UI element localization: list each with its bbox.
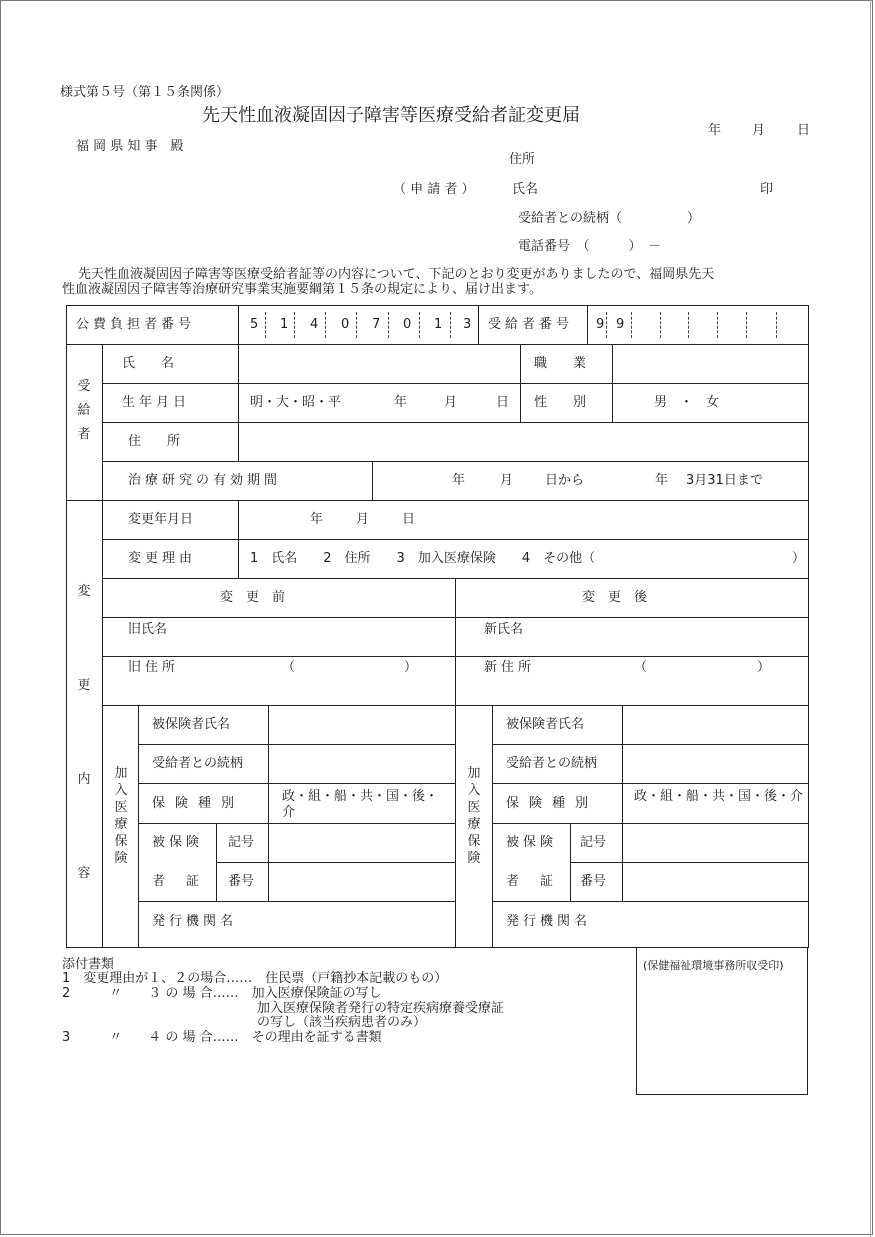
form-title: 先天性血液凝固因子障害等医療受給者証変更届 <box>202 105 580 126</box>
date-day: 日 <box>797 123 811 138</box>
recipient-digit: 9 <box>596 317 605 332</box>
attachment-item: の写し（該当疾病患者のみ） <box>62 1015 427 1030</box>
validity-from: 日から <box>545 473 585 488</box>
number-label: 番号 <box>580 874 607 889</box>
page-edge <box>870 0 875 1237</box>
attachment-item: 2 〃 ３ の 場 合…… 加入医療保険証の写し <box>62 986 382 1001</box>
old-address-paren-open: （ <box>282 660 296 675</box>
applicant-relation-label: 受給者との続柄（ ） <box>518 211 701 226</box>
change-reasons-close: ） <box>792 551 806 566</box>
change-date-year: 年 <box>310 512 324 527</box>
attachment-item: 3 〃 ４ の 場 合…… その理由を証する書類 <box>62 1030 382 1045</box>
new-name-label: 新氏名 <box>484 622 524 637</box>
issuer-label: 発行機関名 <box>506 914 592 929</box>
symbol-label: 記号 <box>228 835 255 850</box>
era-options: 明・大・昭・平 <box>250 395 342 410</box>
address-label: 住 所 <box>128 434 181 449</box>
validity-month: 月 <box>500 473 514 488</box>
occupation-label: 職 業 <box>534 356 587 371</box>
issuer-label: 発行機関名 <box>152 914 238 929</box>
sex-label: 性 別 <box>534 395 587 410</box>
birth-day: 日 <box>496 395 510 410</box>
payer-digit: 0 <box>341 317 350 332</box>
recipient-number-label: 受給者番号 <box>488 317 574 332</box>
validity-to: 3月31日まで <box>686 473 763 488</box>
date-year: 年 <box>708 123 722 138</box>
number-label: 番号 <box>228 874 255 889</box>
old-name-label: 旧氏名 <box>128 622 168 637</box>
symbol-label: 記号 <box>580 835 607 850</box>
change-date-day: 日 <box>402 512 416 527</box>
change-section-label: 変更内容 <box>77 584 91 881</box>
insured-card-label-1: 被保険 <box>152 835 204 850</box>
before-label: 変 更 前 <box>220 590 286 605</box>
relation-label: 受給者との続柄 <box>152 756 244 771</box>
payer-digit: 0 <box>403 317 412 332</box>
validity-label: 治療研究の有効期間 <box>128 473 282 488</box>
addressee: 福 岡 県 知 事 殿 <box>76 139 184 154</box>
insurance-types: 政・組・船・共・国・後・介 <box>282 789 439 820</box>
insurance-type-label: 保険種別 <box>152 796 245 811</box>
insurance-section-label-right: 加入医療保険 <box>467 766 481 866</box>
name-label: 氏 名 <box>122 356 175 371</box>
stamp-label: (保健福祉環境事務所収受印) <box>643 959 784 972</box>
insured-card-label-2: 者 証 <box>152 874 204 889</box>
payer-digit: 7 <box>372 317 381 332</box>
applicant-name-label: 氏名 <box>512 182 539 197</box>
birth-year: 年 <box>394 395 408 410</box>
seal-mark: 印 <box>760 182 774 197</box>
payer-digit: 4 <box>310 317 319 332</box>
birth-label: 生年月日 <box>122 395 191 410</box>
reception-stamp-box <box>636 947 808 1095</box>
change-date-label: 変更年月日 <box>128 512 194 527</box>
recipient-digit: 9 <box>616 317 625 332</box>
payer-digit: 3 <box>463 317 472 332</box>
public-payer-label: 公費負担者番号 <box>76 317 196 332</box>
insured-name-label: 被保険者氏名 <box>152 717 231 732</box>
new-address-paren-close: ） <box>757 660 771 675</box>
intro-line-1: 先天性血液凝固因子障害等医療受給者証等の内容について、下記のとおり変更がありましたので、福岡県先天 <box>78 267 715 282</box>
relation-label: 受給者との続柄 <box>506 756 598 771</box>
insurance-section-label-left: 加入医療保険 <box>114 766 128 866</box>
intro-line-2: 性血液凝固因子障害等治療研究事業実施要綱第１５条の規定により、届け出ます。 <box>62 282 542 297</box>
birth-month: 月 <box>444 395 458 410</box>
new-address-label: 新住所 <box>484 660 536 675</box>
sex-options: 男 ・ 女 <box>654 395 720 410</box>
applicant-address-label: 住所 <box>509 152 536 167</box>
applicant-label: （ 申 請 者 ） <box>393 182 475 197</box>
change-reason-label: 変更理由 <box>128 551 197 566</box>
payer-digit: 5 <box>250 317 259 332</box>
payer-digit: 1 <box>434 317 443 332</box>
insurance-type-label: 保険種別 <box>506 796 599 811</box>
form-number: 様式第５号（第１５条関係） <box>60 85 230 100</box>
recipient-section-label: 受給者 <box>77 379 91 442</box>
old-address-paren-close: ） <box>404 660 418 675</box>
insurance-types: 政・組・船・共・国・後・介 <box>634 789 804 804</box>
validity-year-end: 年 <box>655 473 669 488</box>
attachments-heading: 添付書類 <box>62 957 115 972</box>
payer-digit: 1 <box>280 317 289 332</box>
validity-year: 年 <box>452 473 466 488</box>
insured-card-label-1: 被保険 <box>506 835 558 850</box>
insured-card-label-2: 者 証 <box>506 874 558 889</box>
attachment-item: 加入医療保険者発行の特定疾病療養受療証 <box>62 1001 505 1016</box>
insured-name-label: 被保険者氏名 <box>506 717 585 732</box>
change-date-month: 月 <box>356 512 370 527</box>
applicant-phone-label: 電話番号 （ ） － <box>518 239 662 254</box>
after-label: 変 更 後 <box>582 590 648 605</box>
date-month: 月 <box>752 123 766 138</box>
new-address-paren-open: （ <box>634 660 648 675</box>
change-reasons: 1 氏名 2 住所 3 加入医療保険 4 その他（ <box>250 551 596 566</box>
old-address-label: 旧住所 <box>128 660 180 675</box>
attachment-item: 1 変更理由が１、２の場合…… 住民票（戸籍抄本記載のもの） <box>62 971 448 986</box>
